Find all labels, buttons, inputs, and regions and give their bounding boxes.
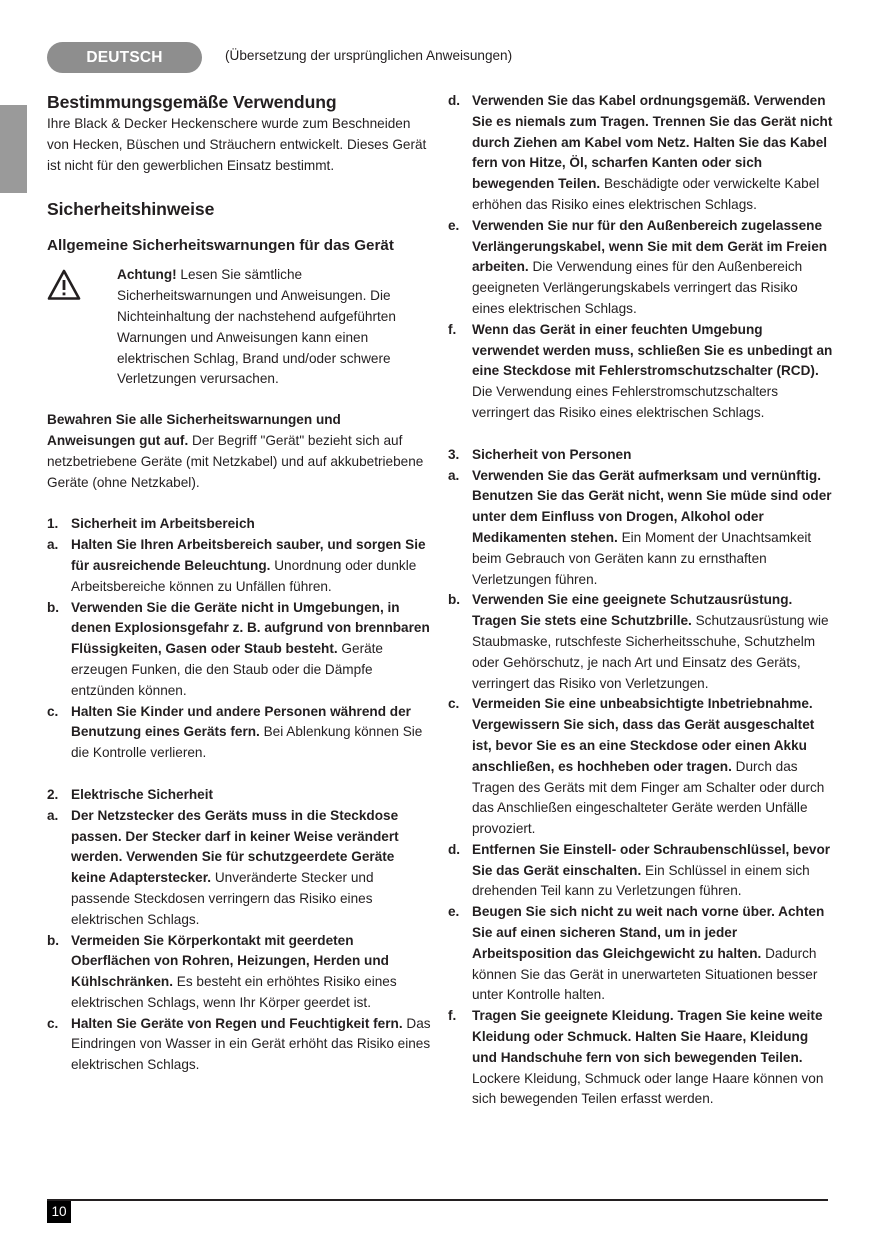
warning-body: Lesen Sie sämtliche Sicherheitswarnungen und Anweisungen. Die Nichteinhaltung der nachstehend aufgeführten Warnungen und Anweisungen kann einen elektrischen Schlag, Brand und/oder schwere Verletzungen verursachen. — [117, 267, 396, 387]
list-item — [448, 216, 833, 320]
item-label: d. — [448, 841, 461, 857]
section-number: 2. — [47, 786, 59, 802]
item-label: d. — [448, 93, 461, 108]
item-bold: Halten Sie Ihren Arbeitsbereich sauber, und sorgen Sie für ausreichende Beleuchtung. — [71, 537, 426, 573]
section-title: Sicherheit von Personen — [472, 446, 632, 462]
section-electrical — [47, 785, 431, 1076]
safety-title: Sicherheitshinweise — [47, 199, 215, 220]
section-work-area — [47, 514, 431, 764]
section-heading — [448, 445, 833, 466]
item-text: Dadurch können Sie das Gerät in unerwarteten Situationen besser unter Kontrolle halten. — [472, 945, 818, 1003]
section-number: 1. — [47, 516, 59, 532]
item-label: f. — [448, 1008, 457, 1024]
item-bold: Tragen Sie geeignete Kleidung. Tragen Sie keine weite Kleidung oder Schmuck. Halten Sie Haare, Kleidung und Handschuhe fern von sich bewegenden Teilen. — [472, 1008, 823, 1065]
item-text: Unveränderte Stecker und passende Steckdosen verringern das Risiko eines elektrischen Schlags. — [71, 870, 374, 927]
list-item — [47, 702, 431, 764]
intended-use-text: Ihre Black & Decker Heckenschere wurde zum Beschneiden von Hecken, Büschen und Sträuchern entwickelt. Dieses Gerät ist nicht für den gewerblichen Einsatz bestimmt. — [47, 116, 427, 173]
item-text: Lockere Kleidung, Schmuck oder lange Haare können von sich bewegenden Teilen erfasst werden. — [472, 1070, 824, 1107]
item-bold: Verwenden Sie das Kabel ordnungsgemäß. Verwenden Sie es niemals zum Tragen. Trennen Sie das Gerät nicht durch Ziehen am Kabel vom Netz. Halten Sie das Kabel fern von Hitze, Öl, scharfen Kanten oder sich bewegenden Teilen. — [472, 93, 833, 192]
item-text: Es besteht ein erhöhtes Risiko eines elektrischen Schlags, wenn Ihr Körper geerdet ist. — [71, 974, 397, 1010]
item-bold: Halten Sie Kinder und andere Personen während der Benutzung eines Geräts fern. — [71, 703, 411, 740]
item-label: b. — [47, 932, 60, 948]
general-safety-title: Allgemeine Sicherheitswarnungen für das Gerät — [47, 237, 394, 255]
page-number: 10 — [47, 1201, 71, 1223]
keep-body: Der Begriff "Gerät" bezieht sich auf netzbetriebene Geräte (mit Netzkabel) und auf akkubetriebene Geräte (ohne Netzkabel). — [47, 432, 424, 490]
list-item — [448, 840, 833, 902]
warning-block — [47, 265, 431, 390]
item-bold: Wenn das Gerät in einer feuchten Umgebung verwendet werden muss, schließen Sie es unbedingt an eine Steckdose mit Fehlerstromschutzschalter (RCD). — [472, 321, 833, 379]
item-label: b. — [448, 592, 461, 608]
item-bold: Vermeiden Sie eine unbeabsichtigte Inbetriebnahme. Vergewissern Sie sich, dass das Gerät ausgeschaltet ist, bevor Sie es an eine Steckdose oder einen Akku anschließen, es hochheben oder tragen. — [472, 696, 815, 774]
keep-bold: Bewahren Sie alle Sicherheitswarnungen und Anweisungen gut auf. — [47, 412, 341, 448]
list-item — [47, 931, 431, 1014]
list-item — [47, 598, 431, 702]
section-heading — [47, 514, 431, 535]
item-label: c. — [448, 696, 460, 712]
item-text: Das Eindringen von Wasser in ein Gerät erhöht das Risiko eines elektrischen Schlags. — [71, 1015, 431, 1073]
list-item — [448, 590, 833, 694]
footer-rule — [47, 1199, 828, 1201]
warning-bold: Achtung! — [117, 267, 177, 283]
item-bold: Verwenden Sie die Geräte nicht in Umgebungen, in denen Explosionsgefahr z. B. aufgrund von brennbaren Flüssigkeiten, Gasen oder Staub besteht. — [71, 599, 430, 657]
item-label: a. — [448, 467, 460, 483]
warning-text — [117, 265, 431, 390]
item-bold: Beugen Sie sich nicht zu weit nach vorne über. Achten Sie auf einen sicheren Stand, um in jeder Arbeitsposition das Gleichgewicht zu halten. — [472, 904, 825, 961]
list-item — [448, 694, 833, 840]
item-text: Die Verwendung eines Fehlerstromschutzschalters verringert das Risiko eines elektrischen Schlags. — [472, 384, 779, 420]
item-text: Die Verwendung eines für den Außenbereich geeigneten Verlängerungskabels verringert das Risiko eines elektrischen Schlags. — [472, 259, 803, 316]
item-bold: Der Netzstecker des Geräts muss in die Steckdose passen. Der Stecker darf in keiner Weise verändert werden. Verwenden Sie für schutzgeerdete Geräte keine Adapterstecker. — [71, 807, 399, 886]
item-text: Bei Ablenkung können Sie die Kontrolle verlieren. — [71, 724, 423, 761]
list-item — [448, 902, 833, 1006]
intended-use-title: Bestimmungsgemäße Verwendung — [47, 92, 337, 112]
item-label: b. — [47, 599, 60, 615]
list-item — [47, 535, 431, 597]
section-number: 3. — [448, 446, 460, 462]
keep-instructions — [47, 410, 431, 493]
item-label: e. — [448, 217, 460, 233]
item-bold: Verwenden Sie nur für den Außenbereich zugelassene Verlängerungskabel, wenn Sie mit dem Gerät im Freien arbeiten. — [472, 217, 828, 275]
item-text: Ein Schlüssel in einem sich drehenden Teil kann zu Verletzungen führen. — [472, 862, 810, 899]
warning-triangle-icon — [47, 265, 117, 390]
list-item — [448, 320, 833, 424]
item-label: f. — [448, 321, 457, 337]
item-text: Beschädigte oder verwickelte Kabel erhöhen das Risiko eines elektrischen Schlags. — [472, 176, 820, 212]
translation-note: (Übersetzung der ursprünglichen Anweisungen) — [225, 48, 513, 63]
section-title: Elektrische Sicherheit — [71, 786, 214, 802]
item-text: Durch das Tragen des Geräts mit dem Finger am Schalter oder durch das Anschließen eingeschalteter Geräte werden Unfälle provoziert. — [472, 758, 825, 837]
item-label: e. — [448, 904, 460, 920]
item-label: a. — [47, 807, 59, 823]
item-text: Schutzausrüstung wie Staubmaske, rutschfeste Sicherheitsschuhe, Schutzhelm oder Gehörschutz, je nach Art und Einsatz des Geräts, verringert das Risiko von Verletzungen. — [472, 613, 829, 691]
list-item — [448, 466, 833, 591]
item-label: c. — [47, 703, 59, 719]
section-personal — [448, 445, 833, 1111]
item-text: Unordnung oder dunkle Arbeitsbereiche können zu Unfällen führen. — [71, 557, 417, 594]
item-bold: Halten Sie Geräte von Regen und Feuchtigkeit fern. — [71, 1015, 403, 1031]
item-text: Geräte erzeugen Funken, die den Staub oder die Dämpfe entzünden können. — [71, 641, 383, 698]
list-item — [47, 806, 431, 931]
language-badge: DEUTSCH — [47, 42, 202, 73]
item-bold: Vermeiden Sie Körperkontakt mit geerdeten Oberflächen von Rohren, Heizungen, Herden und Kühlschränken. — [71, 932, 389, 990]
side-tab-marker — [0, 105, 27, 193]
section-electrical-continued — [448, 91, 833, 424]
section-heading — [47, 785, 431, 806]
item-bold: Verwenden Sie eine geeignete Schutzausrüstung. Tragen Sie stets eine Schutzbrille. — [472, 592, 793, 629]
item-label: a. — [47, 537, 59, 553]
list-item — [448, 91, 833, 216]
list-item — [47, 1014, 431, 1076]
list-item — [448, 1006, 833, 1110]
item-bold: Entfernen Sie Einstell- oder Schraubenschlüssel, bevor Sie das Gerät einschalten. — [472, 841, 831, 878]
left-column — [47, 90, 431, 1076]
item-label: c. — [47, 1015, 59, 1031]
item-bold: Verwenden Sie das Gerät aufmerksam und vernünftig. Benutzen Sie das Gerät nicht, wenn Sie müde sind oder unter dem Einfluss von Drogen, Alkohol oder Medikamenten stehen. — [472, 467, 832, 545]
right-column — [448, 91, 833, 1110]
section-title: Sicherheit im Arbeitsbereich — [71, 516, 255, 532]
item-text: Ein Moment der Unachtsamkeit beim Gebrauch von Geräten kann zu ernsthaften Verletzungen führen. — [472, 529, 812, 587]
